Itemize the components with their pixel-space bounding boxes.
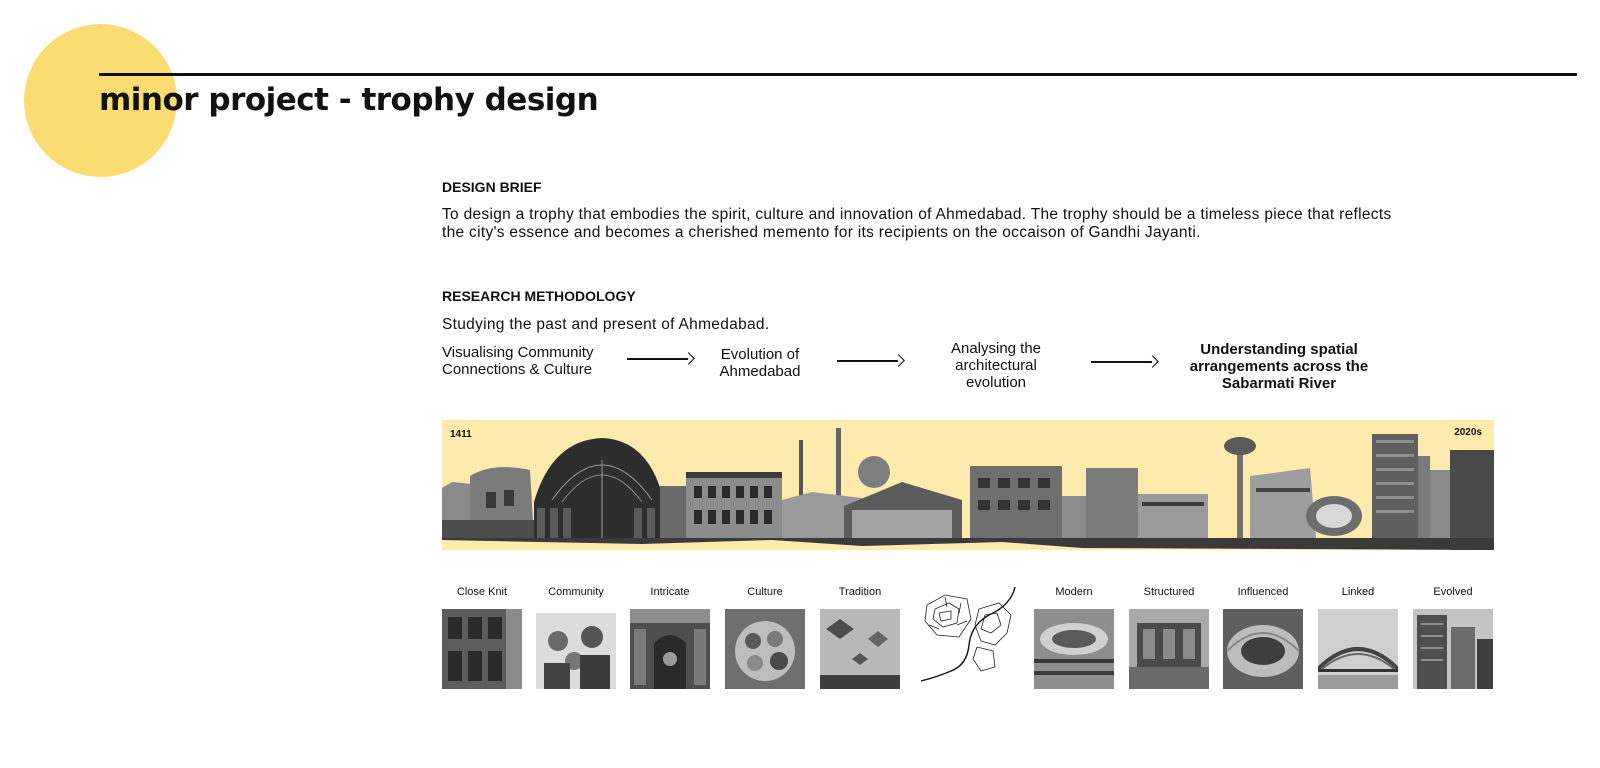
tile-label-culture: Culture — [747, 586, 783, 598]
flow-step-line: Understanding spatial — [1200, 341, 1358, 358]
tile-image-structured — [1129, 609, 1209, 689]
flow-step-line: arrangements across the — [1189, 358, 1369, 375]
flow-step-line: Evolution of — [720, 346, 800, 363]
tile-image-intricate — [630, 609, 710, 689]
flow-step-line: evolution — [965, 374, 1027, 391]
arrow-icon — [627, 354, 693, 364]
research-intro: Studying the past and present of Ahmedabad. — [442, 316, 770, 333]
tile-image-close-knit — [442, 609, 522, 689]
header-rule — [99, 73, 1577, 76]
tile-label-tradition: Tradition — [838, 586, 882, 598]
tile-image-culture — [725, 609, 805, 689]
timeline-banner — [442, 420, 1494, 550]
tile-label-modern: Modern — [1055, 586, 1093, 598]
flow-step-line: architectural — [955, 357, 1037, 374]
tile-label-community: Community — [548, 586, 604, 598]
tile-label-structured: Structured — [1143, 586, 1195, 598]
skyline-collage — [442, 420, 1494, 550]
tile-image-tradition — [820, 609, 900, 689]
tile-label-influenced: Influenced — [1237, 586, 1289, 598]
flow-step-visualising — [442, 344, 593, 378]
design-brief-line-1: To design a trophy that embodies the spirit, culture and innovation of Ahmedabad. The trophy should be a timeless piece that reflects — [442, 206, 1392, 223]
tile-image-modern — [1034, 609, 1114, 689]
design-brief-line-2: the city's essence and becomes a cherished memento for its recipients on the occaison of Gandhi Jayanti. — [442, 224, 1201, 241]
flow-step-evolution — [700, 346, 820, 380]
flow-step-line: Connections & Culture — [442, 361, 593, 378]
flow-step-line: Analysing the — [950, 340, 1042, 357]
flow-step-architecture — [930, 340, 1062, 391]
sabarmati-map-sketch — [915, 585, 1025, 685]
tile-label-evolved: Evolved — [1433, 586, 1473, 598]
flow-step-line: Sabarmati River — [1221, 375, 1337, 392]
tile-image-influenced — [1223, 609, 1303, 689]
tile-label-linked: Linked — [1341, 586, 1375, 598]
tile-label-intricate: Intricate — [650, 586, 690, 598]
tile-label-close-knit: Close Knit — [456, 586, 508, 598]
flow-step-line: Ahmedabad — [719, 363, 801, 380]
arrow-icon — [837, 356, 903, 366]
tile-image-evolved — [1413, 609, 1493, 689]
flow-step-line: Visualising Community — [442, 344, 594, 361]
flow-step-spatial — [1166, 341, 1392, 392]
timeline-start-year: 1411 — [450, 429, 472, 440]
page-title: minor project - trophy design — [99, 82, 599, 118]
tile-image-linked — [1318, 609, 1398, 689]
arrow-icon — [1091, 357, 1157, 367]
tile-image-community — [536, 613, 616, 689]
timeline-end-year: 2020s — [1454, 427, 1482, 438]
design-brief-heading: DESIGN BRIEF — [442, 179, 542, 195]
research-heading: RESEARCH METHODOLOGY — [442, 288, 636, 304]
